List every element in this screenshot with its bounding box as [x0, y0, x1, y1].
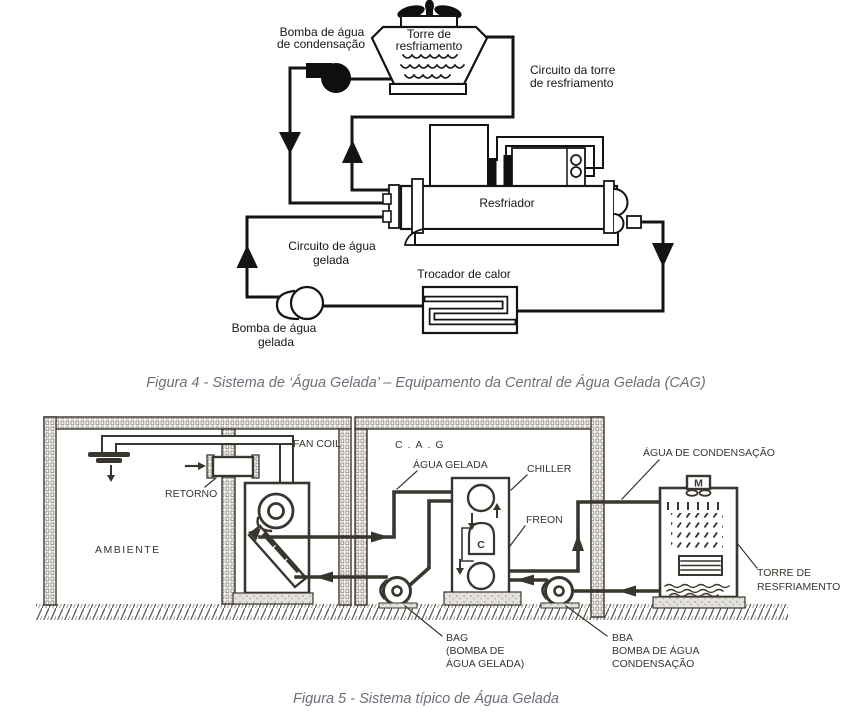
figure4-caption: Figura 4 - Sistema de ‘Água Gelada’ – Equipamento da Central de Água Gelada (CAG) — [146, 375, 706, 391]
label-chiller: CHILLER — [527, 463, 572, 475]
chiller-base — [444, 592, 521, 605]
label-circuito-torre-2: de resfriamento — [530, 76, 614, 90]
evaporator-circle — [468, 485, 494, 511]
top-wall-cag-room — [355, 417, 602, 429]
label-fan-coil: FAN COIL — [293, 438, 341, 450]
left-flange — [412, 179, 423, 233]
tower-label-line2: resfriamento — [395, 39, 463, 53]
label-cag: C.A.G — [395, 439, 449, 451]
label-bomba-gelada-1: Bomba de água — [231, 321, 317, 335]
arrow-up-chilled — [237, 245, 259, 268]
label-bomba-cond-1: Bomba de água — [279, 25, 365, 39]
label-bag-2: (BOMBA DE — [446, 645, 505, 657]
fan-coil-base — [233, 593, 313, 604]
rain-area — [671, 513, 723, 550]
tower-label-line1: Torre de — [406, 27, 452, 41]
label-circuito-gelada-2: gelada — [312, 253, 350, 267]
label-bomba-gelada-2: gelada — [257, 335, 295, 349]
top-wall-left-room — [44, 417, 351, 429]
label-freon: FREON — [526, 514, 563, 526]
label-torre-1: TORRE DE — [757, 567, 812, 579]
label-bomba-cond-2: de condensação — [276, 37, 366, 51]
label-torre-2: RESFRIAMENTO — [757, 581, 841, 593]
label-agua-condensacao: ÁGUA DE CONDENSAÇÃO — [643, 447, 775, 459]
freon-leader — [510, 526, 525, 546]
fan-coil-unit — [233, 483, 313, 604]
condenser-water-pump-symbol — [306, 63, 351, 93]
label-bag-3: ÁGUA GELADA) — [446, 658, 525, 670]
label-retorno: RETORNO — [165, 488, 218, 500]
right-wall — [591, 417, 604, 617]
label-agua-gelada: ÁGUA GELADA — [413, 459, 488, 471]
label-ambiente: AMBIENTE — [95, 544, 161, 556]
label-circuito-gelada-1: Circuito de água — [288, 239, 376, 253]
shell-lower — [415, 229, 618, 245]
cooling-tower-unit — [653, 476, 757, 608]
water-chiller-symbol — [383, 125, 641, 245]
chiller-leader — [511, 475, 527, 490]
label-bba-2: BOMBA DE ÁGUA — [612, 645, 700, 657]
label-bba-3: CONDENSAÇÃO — [612, 658, 695, 670]
label-trocador: Trocador de calor — [417, 267, 511, 281]
chilled-water-pump-symbol — [277, 287, 323, 319]
left-wall — [44, 417, 56, 605]
airflow-right-arrow — [198, 462, 206, 470]
figure5-schematic — [0, 410, 852, 685]
airflow-down-arrow — [107, 475, 115, 482]
heat-exchanger-symbol — [423, 287, 517, 333]
tower-base — [653, 597, 745, 608]
right-flange — [604, 181, 614, 233]
arrow-down-left — [279, 132, 301, 154]
figure5-caption: Figura 5 - Sistema típico de Água Gelada — [293, 691, 559, 707]
compressor-letter: C — [477, 539, 485, 551]
pipe-tower-to-bba — [574, 584, 664, 591]
partition-seg3 — [222, 477, 235, 604]
chiller-label: Resfriador — [479, 196, 535, 210]
tower-motor-letter: M — [694, 477, 703, 490]
ceiling-diffuser-icon — [88, 452, 130, 463]
arrow-up-mid — [342, 140, 363, 163]
label-circuito-torre-1: Circuito da torre — [530, 63, 616, 77]
supply-air-duct — [88, 436, 293, 484]
tower-basin — [390, 84, 466, 94]
right-cap-lower — [614, 214, 624, 233]
arrow-down-right — [652, 243, 674, 267]
retorno-leader — [205, 478, 216, 487]
condenser-circle — [468, 563, 494, 589]
right-cap-upper — [614, 189, 628, 216]
label-bag-1: BAG — [446, 632, 469, 644]
agua-gelada-leader — [397, 471, 417, 489]
tower-fan-box — [401, 16, 457, 27]
chiller-unit — [444, 478, 521, 605]
label-bba-1: BBA — [612, 632, 634, 644]
torre-leader — [737, 543, 757, 568]
agua-cond-leader — [622, 460, 659, 499]
